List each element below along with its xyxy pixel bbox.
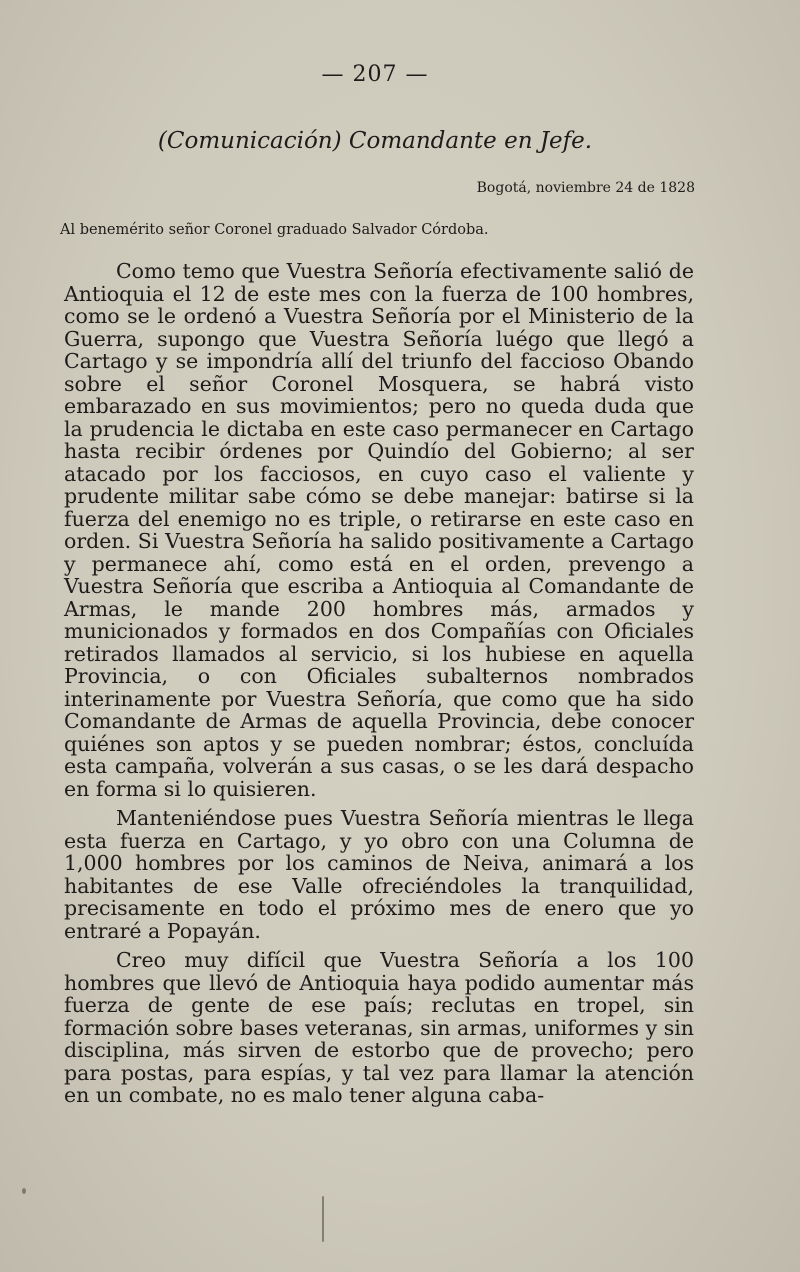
paragraph-3: Creo muy difícil que Vuestra Señoría a los 100 hombres que llevó de Antioquia haya podido aumentar más fuerza de gente de ese país; reclutas en tropel, sin formación sobre bases veteranas, sin armas, uniformes y sin disciplina, más sirven de estorbo que de provecho; pero para postas, para espías, y tal vez para llamar la atención en un combate, no es malo tener alguna caba-	[64, 948, 694, 1107]
ink-mark	[322, 1196, 324, 1242]
letter-body	[64, 260, 694, 1114]
paragraph-1: Como temo que Vuestra Señoría efectivamente salió de Antioquia el 12 de este mes con la fuerza de 100 hombres, como se le ordenó a Vuestra Señoría por el Ministerio de la Guerra, supongo que Vuestra Señoría luégo que llegó a Cartago y se impondría allí del triunfo del faccioso Obando sobre el señor Coronel Mosquera, se habrá visto embarazado en sus movimientos; pero no queda duda que la prudencia le dictaba en este caso permanecer en Cartago hasta recibir órdenes por Quindío del Gobierno; al ser atacado por los facciosos, en cuyo caso el valiente y prudente militar sabe cómo se debe manejar: batirse si la fuerza del enemigo no es triple, o retirarse en este caso en orden. Si Vuestra Señoría ha salido positivamente a Cartago y permanece ahí, como está en el orden, prevengo a Vuestra Señoría que escriba a Antioquia al Comandante de Armas, le mande 200 hombres más, armados y municionados y formados en dos Compañías con Oficiales retirados llamados al servicio, si los hubiese en aquella Provincia, o con Oficiales subalternos nombrados interinamente por Vuestra Señoría, que como que ha sido Comandante de Armas de aquella Provincia, debe conocer quiénes son aptos y se pueden nombrar; éstos, concluída esta campaña, volverán a sus casas, o se les dará despacho en forma si lo quisieren.	[64, 259, 694, 801]
page-number: — 207 —	[321, 62, 429, 87]
paragraph-2: Manteniéndose pues Vuestra Señoría mientras le llega esta fuerza en Cartago, y yo obro con una Columna de 1,000 hombres por los caminos de Neiva, animará a los habitantes de ese Valle ofreciéndoles la tranquilidad, precisamente en todo el próximo mes de enero que yo entraré a Popayán.	[64, 806, 694, 943]
page-heading: (Comunicación) Comandante en Jefe.	[157, 128, 593, 154]
dateline: Bogotá, noviembre 24 de 1828	[476, 180, 695, 196]
ink-speck	[22, 1188, 26, 1194]
addressee: Al benemérito señor Coronel graduado Salvador Córdoba.	[60, 222, 489, 238]
